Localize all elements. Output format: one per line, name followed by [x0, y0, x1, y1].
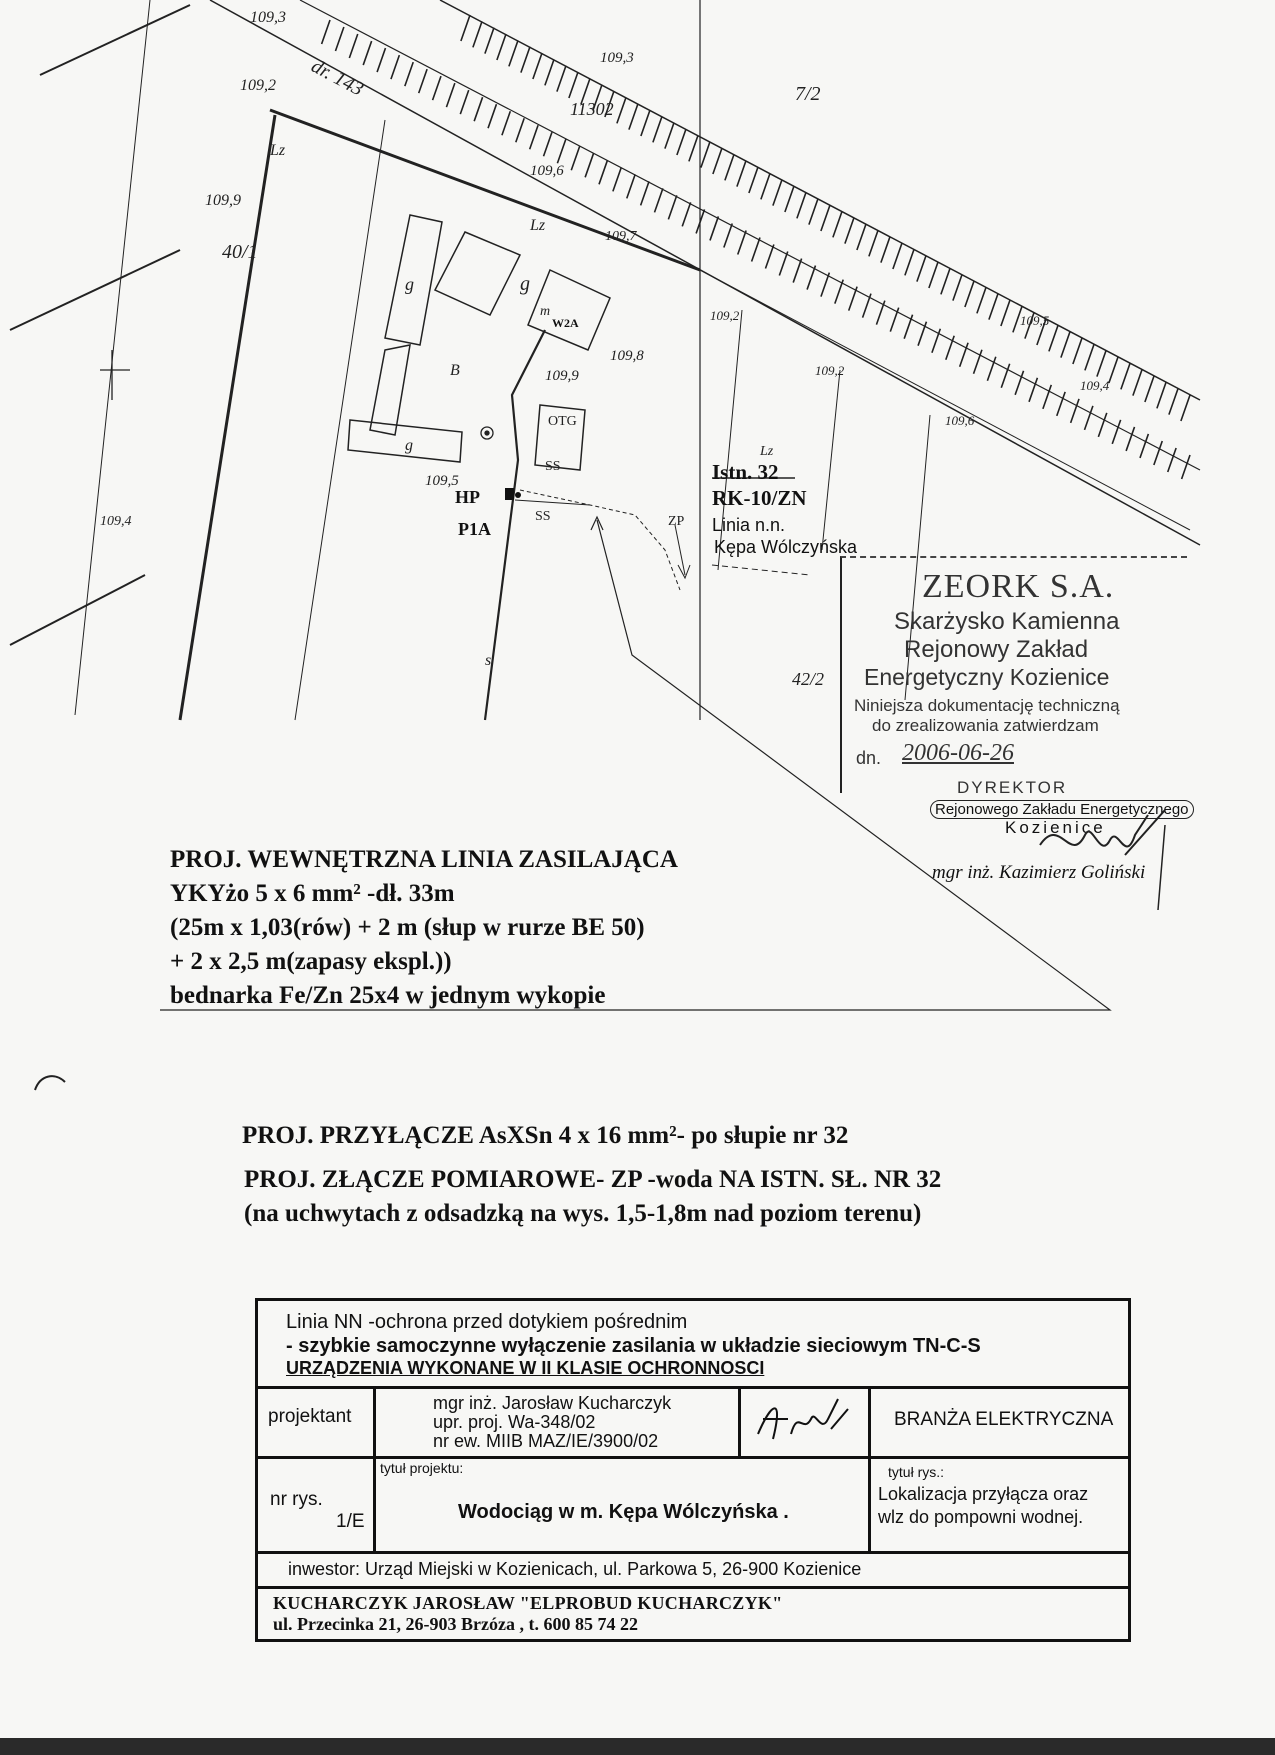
building-letter: B [450, 362, 460, 379]
building-letter: m [540, 304, 551, 319]
paper-hole-mark [30, 1070, 70, 1100]
buildings [348, 215, 610, 470]
stamp-approval: do zrealizowania zatwierdzam [872, 716, 1099, 735]
title-block [255, 1298, 1131, 1642]
stamp-signer: mgr inż. Kazimierz Goliński [932, 862, 1146, 883]
note-line: PROJ. PRZYŁĄCZE AsXSn 4 x 16 mm²- po słupie nr 32 [242, 1122, 849, 1149]
tb-header-line: Linia NN -ochrona przed dotykiem pośrednim [286, 1311, 688, 1333]
stamp-approval: Niniejsza dokumentację techniczną [854, 696, 1120, 715]
stamp-company: ZEORK S.A. [922, 568, 1115, 605]
elev-label: 109,2 [710, 308, 740, 323]
node-label: 11302 [570, 99, 614, 119]
stamp-unit: Energetyczny Kozienice [864, 664, 1110, 690]
zp-label: ZP [668, 514, 685, 529]
stamp-role-unit: Rejonowego Zakładu Energetycznego [930, 800, 1194, 819]
tb-drawing-title: wlz do pompowni wodnej. [878, 1507, 1084, 1527]
tb-project-title: Wodociąg w m. Kępa Wólczyńska . [458, 1501, 789, 1523]
elev-label: 109,4 [100, 514, 132, 529]
tb-company-stamp: ul. Przecinka 21, 26-903 Brzóza , t. 600 85 74 22 [273, 1614, 638, 1634]
pole-title: Istn. 32 [712, 460, 779, 484]
parcel-label: 7/2 [795, 83, 821, 105]
stamp-role: DYREKTOR [957, 778, 1068, 797]
building-letter: g [520, 273, 530, 295]
elev-label: 109,4 [1080, 378, 1110, 393]
tb-designer-perm: upr. proj. Wa-348/02 [433, 1412, 596, 1432]
elev-label: 109,5 [425, 473, 459, 489]
stamp-role-city: Kozienice [1005, 818, 1106, 837]
elev-label: 109,8 [610, 348, 644, 364]
ss-label: SS [535, 509, 551, 524]
building-letter: g [405, 274, 414, 294]
tb-drawing-no: 1/E [336, 1511, 365, 1532]
director-signature [1030, 805, 1175, 915]
ss-label: SS [545, 459, 561, 474]
hp-label: HP [455, 487, 480, 507]
elev-label: 109,5 [1020, 313, 1050, 328]
tb-branch: BRANŻA ELEKTRYCZNA [894, 1409, 1114, 1430]
tb-company-stamp: KUCHARCZYK JAROSŁAW "ELPROBUD KUCHARCZYK" [273, 1593, 783, 1613]
s-label: s [485, 652, 492, 669]
tb-drawing-title: Lokalizacja przyłącza oraz [878, 1484, 1089, 1504]
note-line: + 2 x 2,5 m(zapasy ekspl.)) [170, 948, 452, 975]
note-line: (25m x 1,03(rów) + 2 m (słup w rurze BE 50) [170, 914, 645, 941]
road-hatching [322, 15, 1190, 479]
meter-point [515, 492, 521, 498]
note-line: (na uchwytach z odsadzką na wys. 1,5-1,8m nad poziom terenu) [244, 1200, 922, 1227]
otg-label: OTG [548, 414, 577, 429]
building-letter: g [405, 437, 413, 454]
tb-project-title-label: tytuł projektu: [380, 1460, 464, 1476]
elev-label: 109,3 [600, 50, 634, 66]
parcel-label: 42/2 [792, 669, 825, 689]
parcel-label: 40/1 [222, 241, 258, 263]
lz-label: Lz [530, 217, 546, 234]
elev-label: 109,6 [530, 163, 564, 179]
stamp-date: 2006-06-26 [902, 740, 1014, 766]
elev-label: 109,9 [205, 192, 241, 209]
elev-label: 109,2 [240, 77, 276, 94]
pole-code: RK-10/ZN [712, 486, 807, 510]
pole-place: Kępa Wólczyńska [714, 537, 858, 557]
tb-investor: inwestor: Urząd Miejski w Kozienicach, ul. Parkowa 5, 26-900 Kozienice [288, 1559, 862, 1579]
tb-designer-label: projektant [268, 1406, 352, 1427]
elev-label: 109,9 [545, 368, 579, 384]
lz-label: Lz [760, 444, 774, 459]
tb-drawing-no-label: nr rys. [270, 1489, 323, 1510]
meter-point [505, 488, 514, 500]
note-line: bednarka Fe/Zn 25x4 w jednym wykopie [170, 982, 606, 1009]
tb-header-line: URZĄDZENIA WYKONANE W II KLASIE OCHRONNOSCI [286, 1358, 765, 1378]
note-line: PROJ. WEWNĘTRZNA LINIA ZASILAJĄCA [170, 846, 678, 873]
tb-header-line: - szybkie samoczynne wyłączenie zasilania w układzie sieciowym TN-C-S [286, 1335, 981, 1357]
road-label: dr. 143 [307, 54, 368, 101]
tb-designer-name: mgr inż. Jarosław Kucharczyk [433, 1393, 672, 1413]
elev-label: 109,6 [945, 413, 975, 428]
note-line: YKYżo 5 x 6 mm² -dł. 33m [170, 880, 455, 907]
stamp-unit: Rejonowy Zakład [904, 636, 1089, 663]
tb-designer-reg: nr ew. MIIB MAZ/IE/3900/02 [433, 1431, 659, 1451]
tb-drawing-title-label: tytuł rys.: [888, 1464, 945, 1480]
p1a-label: P1A [458, 519, 491, 539]
elev-label: 109,3 [250, 9, 286, 26]
stamp-city: Skarżysko Kamienna [894, 608, 1120, 635]
meter-label: W2A [552, 316, 579, 330]
designer-signature [743, 1389, 863, 1453]
elev-label: 109,7 [605, 229, 637, 244]
approval-stamp [840, 556, 1187, 797]
note-line: PROJ. ZŁĄCZE POMIAROWE- ZP -woda NA ISTN. SŁ. NR 32 [244, 1166, 942, 1193]
stamp-date-prefix: dn. [856, 748, 882, 768]
lz-label: Lz [270, 142, 286, 159]
pole-line: Linia n.n. [712, 515, 786, 535]
scan-edge [0, 1738, 1275, 1755]
elev-label: 109,2 [815, 363, 845, 378]
